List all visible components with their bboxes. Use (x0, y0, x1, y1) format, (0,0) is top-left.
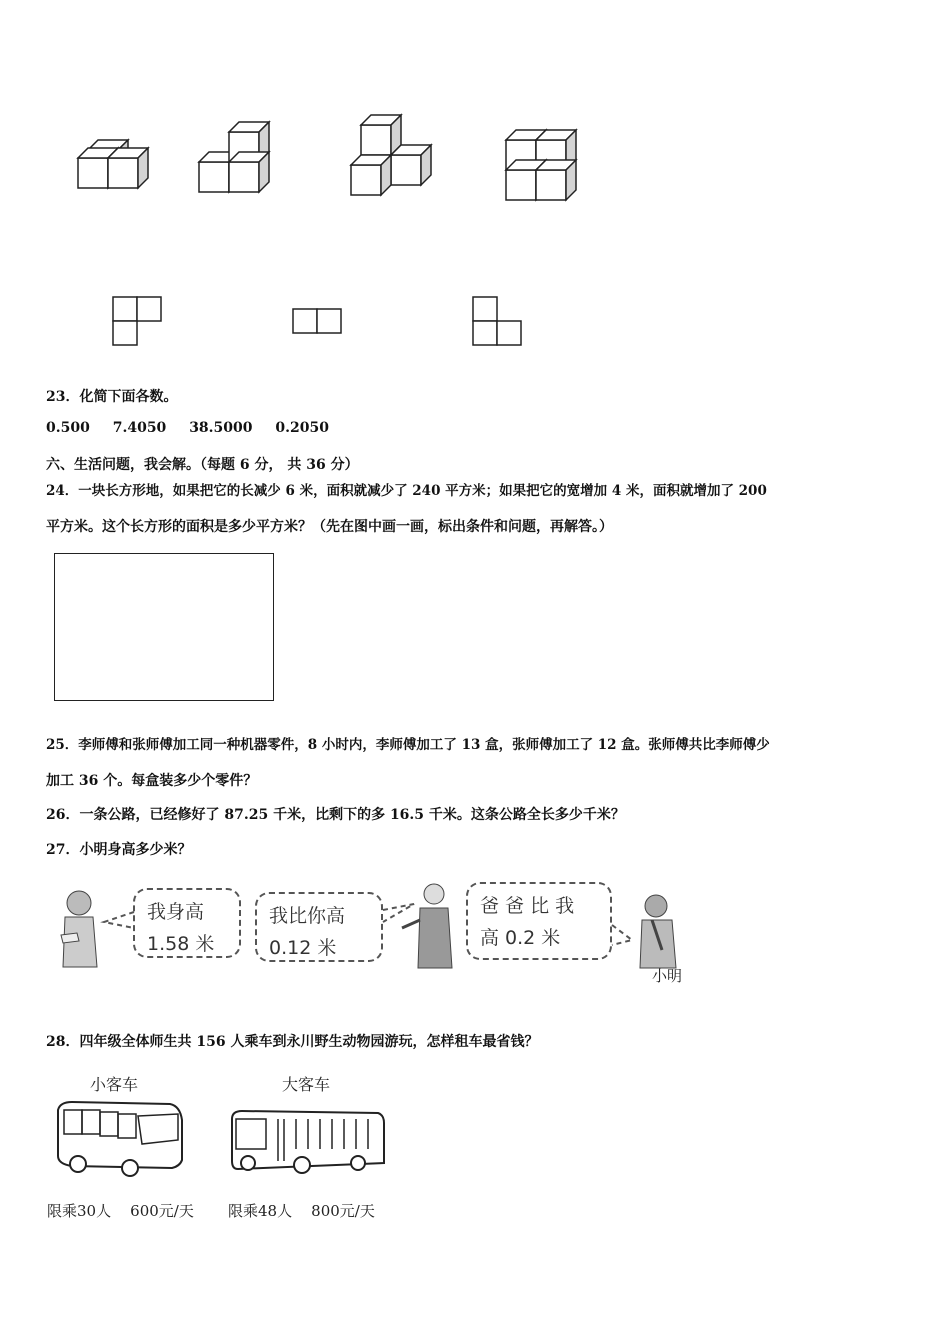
section-title: 六、生活问题，我会解。（每题 6 分， 共 36 分） (46, 457, 359, 473)
number-3: 38.5000 (189, 420, 253, 436)
large-bus-info (228, 1200, 375, 1221)
boy-name-label: 小明 (652, 967, 683, 985)
q23-title: 23．化简下面各数。 (46, 389, 178, 405)
large-bus-capacity: 限乘48人 (228, 1202, 293, 1220)
number-2: 7.4050 (112, 420, 167, 436)
small-bus-capacity: 限乘30人 (47, 1202, 112, 1220)
small-bus-info (47, 1200, 194, 1221)
bubble-dad-line1: 我比你高 (269, 905, 346, 927)
q24-line2: 平方米。这个长方形的面积是多少平方米？（先在图中画一画，标出条件和问题，再解答。） (46, 519, 613, 535)
q24-line1: 24．一块长方形地，如果把它的长减少 6 米，面积就减少了 240 平方米；如果把它的宽增加 4 米，面积就增加了 200 (46, 483, 767, 499)
bubble-boy-line1: 爸 爸 比 我 (480, 895, 575, 917)
bubble-mom-line1: 我身高 (147, 901, 205, 923)
q26-text: 26．一条公路，已经修好了 87.25 千米，比剩下的多 16.5 千米。这条公路全长多少千米？ (46, 807, 625, 823)
q27-text: 27．小明身高多少米？ (46, 842, 192, 858)
large-bus-price: 800元/天 (311, 1202, 375, 1220)
large-bus-icon (228, 1105, 388, 1180)
large-bus-title: 大客车 (282, 1075, 331, 1094)
q25-line1: 25．李师傅和张师傅加工同一种机器零件，8 小时内，李师傅加工了 13 盒，张师傅加工了 12 盒。张师傅共比李师傅少 (46, 737, 770, 753)
number-1: 0.500 (46, 420, 90, 436)
small-bus-title: 小客车 (90, 1075, 139, 1094)
small-bus-price: 600元/天 (130, 1202, 194, 1220)
q25-line2: 加工 36 个。每盒装多少个零件？ (46, 773, 258, 789)
q28-text: 28．四年级全体师生共 156 人乘车到永川野生动物园游玩，怎样租车最省钱？ (46, 1034, 539, 1050)
small-bus-icon (52, 1100, 187, 1180)
number-4: 0.2050 (275, 420, 329, 436)
bubble-boy-line2: 高 0.2 米 (480, 927, 561, 949)
bubble-dad-line2: 0.12 米 (269, 937, 337, 959)
bubble-mom-line2: 1.58 米 (147, 933, 215, 955)
